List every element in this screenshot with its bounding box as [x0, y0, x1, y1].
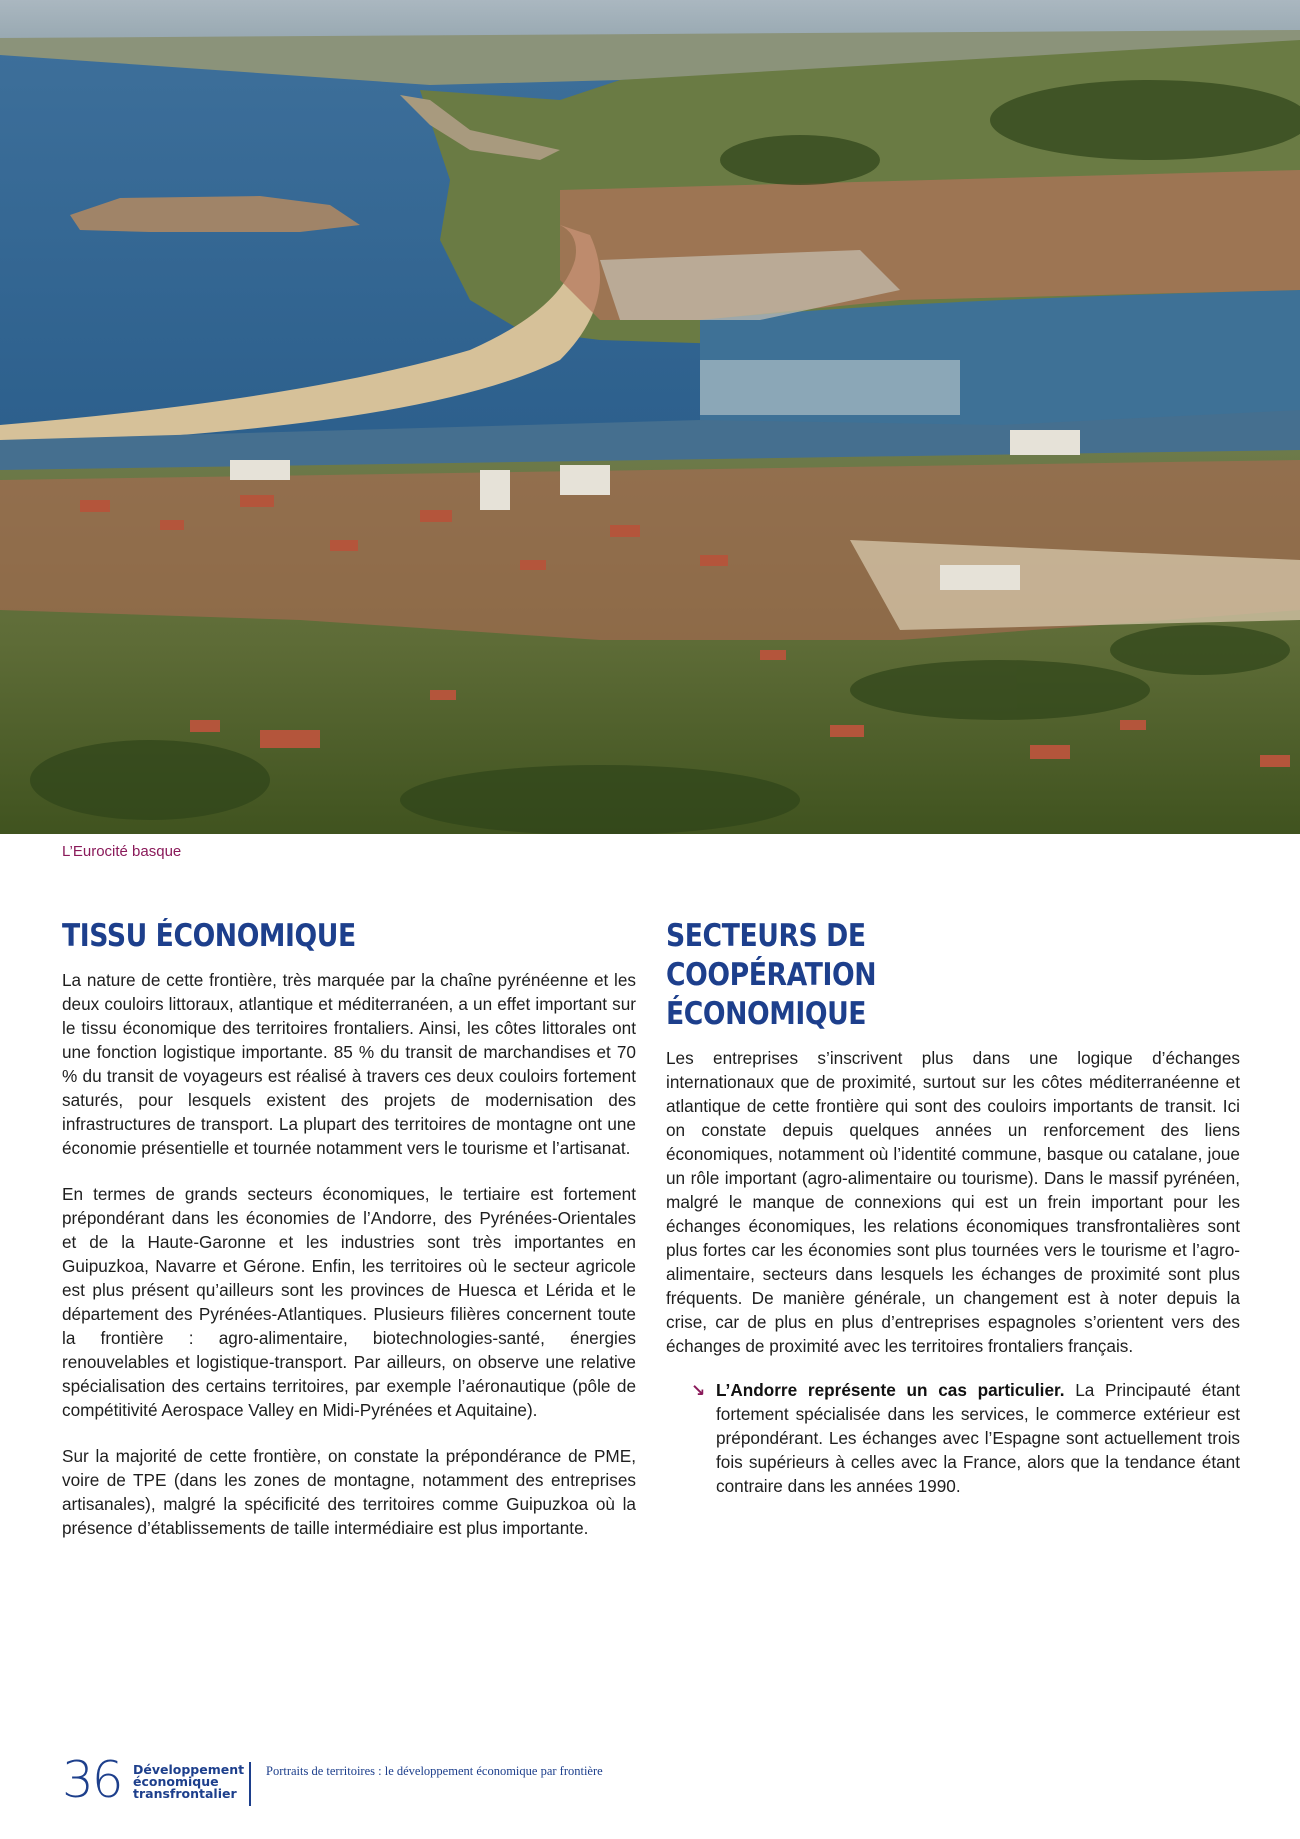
paragraph: En termes de grands secteurs économiques, le tertiaire est fortement prépondérant dans les économies de l’Andorre, des Pyrénées-Orientales et de la Haute-Garonne et les industries sont très importantes en Guipuzkoa, Navarre et Gérone. Enfin, les territoires où le secteur agricole est plus présent qu’ailleurs sont les provinces de Huesca et Lérida et le département des Pyrénées-Atlantiques. Plusieurs filières concernent toute la frontière : agro-alimentaire, biotechnologies-santé, énergies renouvelables et logistique-transport. Par ailleurs, on observe une relative spécialisation des certains territoires, par exemple l’aéronautique (pôle de compétitivité Aerospace Valley en Midi-Pyrénées et Aquitaine). [62, 1184, 636, 1420]
bullet-item [666, 1378, 1240, 1498]
left-column [62, 917, 636, 1562]
running-title: Portraits de territoires : le développement économique par frontière [266, 1764, 603, 1778]
brand-line: Développement [133, 1762, 245, 1777]
paragraph: La nature de cette frontière, très marquée par la chaîne pyrénéenne et les deux couloirs littoraux, atlantique et méditerranéen, a un effet important sur le tissu économique des territoires frontaliers. Ainsi, les côtes littorales ont une fonction logistique importante. 85 % du transit de marchandises et 70 % du transit de voyageurs est réalisé à travers ces deux couloirs fortement saturés, pour lesquels existent des projets de modernisation des infrastructures de transport. La plupart des territoires de montagne ont une économie présentielle et tournée notamment vers le tourisme et l’artisanat. [62, 970, 636, 1158]
aerial-photo [0, 0, 1300, 834]
right-column [666, 917, 1240, 1518]
section-heading-secteurs: SECTEURS DE COOPÉRATION ÉCONOMIQUE [666, 918, 877, 1032]
brand-logo-text [133, 1764, 244, 1800]
bullet-text: La Principauté étant fortement spécialisée dans les services, le commerce extérieur est prépondérant. Les échanges avec l’Espagne sont actuellement trois fois supérieurs à celles avec la France, alors que la tendance étant contraire dans les années 1990. [716, 1380, 1240, 1496]
brand-line: économique [133, 1774, 219, 1789]
paragraph: Sur la majorité de cette frontière, on constate la prépondérance de PME, voire de TPE (dans les zones de montagne, notamment des entreprises artisanales), malgré la spécificité des territoires comme Guipuzkoa où la présence d’établissements de taille intermédiaire est plus importante. [62, 1446, 636, 1538]
paragraph: Les entreprises s’inscrivent plus dans une logique d’échanges internationaux que de proximité, surtout sur les côtes méditerranéenne et atlantique de cette frontière qui sont des couloirs importants de transit. Ici on constate depuis quelques années un renforcement des liens économiques, notamment où l’identité commune, basque ou catalane, joue un rôle important (agro-alimentaire ou tourisme). Dans le massif pyrénéen, malgré le manque de connexions qui est un frein important pour les échanges économiques, les relations économiques transfrontalières sont plus fortes car les économies sont plus tournées vers le tourisme et l’agro-alimentaire, secteurs dans lesquels les échanges de proximité sont plus fréquents. De manière générale, un changement est à noter depuis la crise, car de plus en plus d’entreprises espagnoles s’orientent vers des échanges de proximité avec les territoires frontaliers français. [666, 1048, 1240, 1356]
section-heading-tissu: TISSU ÉCONOMIQUE [62, 918, 356, 954]
arrow-down-right-icon: ↘ [691, 1381, 706, 1400]
page-number: 36 [62, 1751, 122, 1809]
photo-caption: L’Eurocité basque [62, 843, 182, 860]
footer-divider [249, 1762, 251, 1806]
bullet-lead: L’Andorre représente un cas particulier. [716, 1380, 1065, 1400]
brand-line: transfrontalier [133, 1786, 237, 1801]
